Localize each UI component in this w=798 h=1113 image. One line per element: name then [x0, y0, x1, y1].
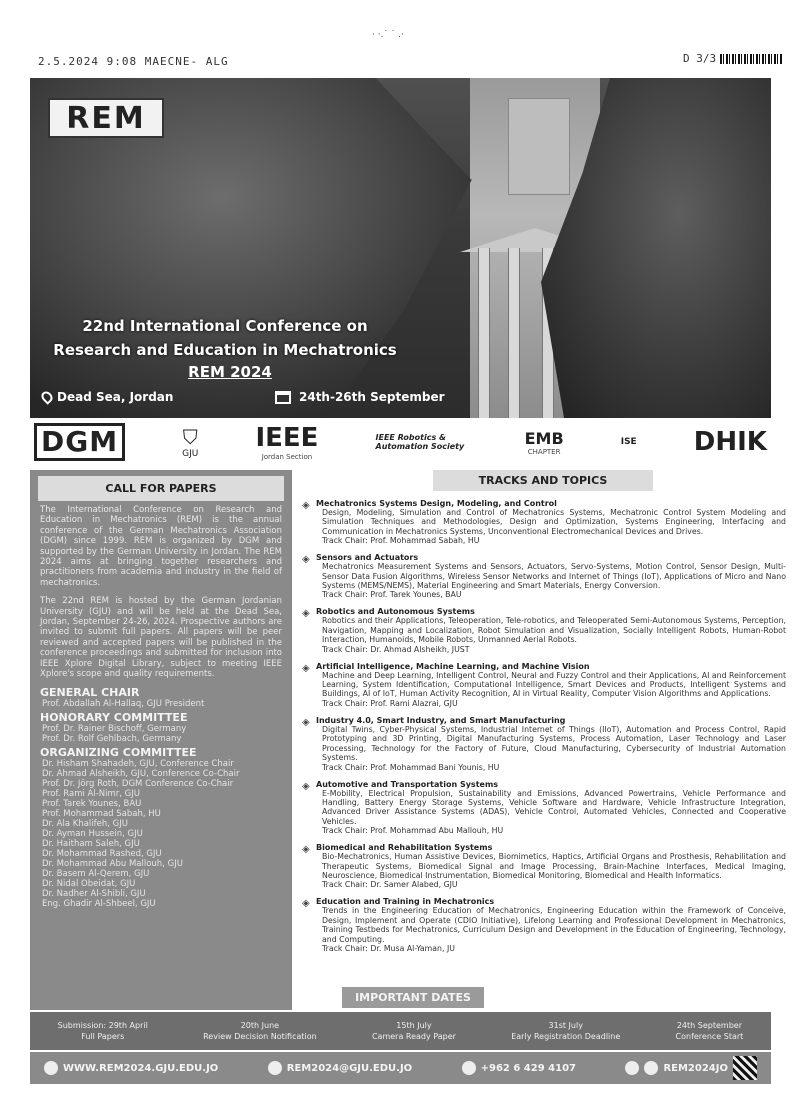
track-chair: Track Chair: Dr. Ahmad Alsheikh, JUST — [322, 644, 470, 654]
timeline-item: 24th September Conference Start — [675, 1021, 744, 1041]
track-item — [300, 662, 786, 708]
bullet-icon: ◈ — [302, 844, 310, 856]
organizing-member: Dr. Ayman Hussein, GJU — [42, 828, 143, 839]
track-chair: Track Chair: Dr. Samer Alabed, GJU — [322, 880, 458, 890]
track-item — [300, 553, 786, 599]
left-column — [30, 470, 292, 1010]
social-links[interactable]: REM2024JO — [625, 1056, 757, 1080]
important-dates-timeline — [30, 1012, 771, 1050]
track-title: Mechatronics Systems Design, Modeling, and Control — [316, 499, 557, 508]
track-chair: Track Chair: Prof. Mohammad Sabah, HU — [322, 536, 480, 546]
cfp-text-2: The 22nd REM is hosted by the German Jordanian University (GJU) and will be held at the Dead Sea, Jordan, September 24-26, 2024. Prospective authors are invited to submit full papers. All papers will be peer reviewed and accepted papers will be published in the conference proceedings and submitted for inclusion into IEEE Xplore Digital Library, subject to meeting IEEE Xplore's scope and quality requirements. — [40, 596, 282, 680]
track-description: Design, Modeling, Simulation and Control of Mechatronics Systems, Mechatronic Control System Modeling and Simulation Techniques and Methodologies, Design and Optimization, Systems Engineering, Interfacing and Communication in Mechatronics Systems, Unconventional Electromechanical Devices and Drives. — [322, 508, 786, 536]
emb-logo: EMB CHAPTER — [524, 428, 564, 456]
timeline-item: Submission: 29th April Full Papers — [57, 1021, 148, 1041]
ieee-logo: IEEE Jordan Section — [255, 423, 319, 461]
bullet-icon: ◈ — [302, 554, 310, 566]
track-description: E-Mobility, Electrical Propulsion, Sustainability and Emissions, Advanced Powertrains, Vehicle Performance and Handling, Battery Energy Storage Systems, Vehicle Software and Hardware, Vehicle Infrastructure Integration, Advanced Driver Assistance Systems (ADAS), Vehicle Control, Automated Vehicles, Connected and Cooperative Vehicles. — [322, 788, 786, 826]
organizing-member: Prof. Mohammad Sabah, HU — [42, 808, 161, 819]
track-description: Bio-Mechatronics, Human Assistive Devices, Biomimetics, Haptics, Artificial Organs and Prosthesis, Rehabilitation and Therapeutic Systems, Biomedical Signal and Image Processing, Brain-Machine Interfaces, Medical Imaging, Neuroscience, Biomedical Instrumentation, Biomedical Monitoring, Biomedical and Health Informatics. — [322, 852, 786, 880]
track-title: Artificial Intelligence, Machine Learning, and Machine Vision — [316, 661, 590, 671]
contact-footer — [30, 1052, 771, 1084]
organizing-member: Dr. Haitham Saleh, GJU — [42, 838, 140, 849]
conference-title — [30, 314, 420, 362]
organizing-member: Dr. Nadher Al-Shibli, GJU — [42, 888, 146, 899]
track-title: Biomedical and Rehabilitation Systems — [316, 843, 493, 853]
treasury-tholos — [508, 98, 570, 195]
social-icon — [625, 1061, 639, 1075]
phone-link[interactable]: +962 6 429 4107 — [462, 1061, 576, 1075]
bullet-icon: ◈ — [302, 608, 310, 620]
location-text: Dead Sea, Jordan — [57, 390, 174, 404]
organizing-member: Dr. Ala Khalifeh, GJU — [42, 818, 128, 829]
organizing-member: Dr. Ahmad Alsheikh, GJU, Conference Co-Chair — [42, 768, 240, 779]
organizing-member: Dr. Mohammad Abu Mallouh, GJU — [42, 858, 183, 869]
organizing-heading: ORGANIZING COMMITTEE — [40, 745, 197, 759]
honorary-member: Prof. Dr. Rolf Gehlbach, Germany — [42, 733, 182, 744]
fax-header: 2.5.2024 9:08 MAECNE- ALG — [38, 55, 229, 68]
timeline-item: 15th July Camera Ready Paper — [371, 1021, 456, 1041]
track-item — [300, 780, 786, 836]
conference-dates — [275, 390, 445, 404]
timeline-item: 20th June Review Decision Notification — [203, 1021, 317, 1041]
bullet-icon: ◈ — [302, 898, 310, 910]
location — [42, 390, 173, 404]
ras-logo: IEEE Robotics & Automation Society — [375, 433, 465, 451]
important-dates-heading: IMPORTANT DATES — [342, 987, 484, 1008]
scan-specks: · ·.˙ ˙ .· — [372, 30, 404, 40]
organizing-member: Eng. Ghadir Al-Shbeel, GJU — [42, 898, 156, 909]
organizing-member: Prof. Dr. Jörg Roth, DGM Conference Co-Chair — [42, 778, 234, 789]
ise-logo: ISE — [620, 437, 637, 447]
treasury-column — [508, 248, 520, 418]
linkedin-icon — [644, 1061, 658, 1075]
sponsor-logos — [30, 420, 771, 464]
track-description: Mechatronics Measurement Systems and Sensors, Actuators, Servo-Systems, Motion Control, Sensor Design, Multi-Sensor Data Fusion Algorithms, Wireless Sensor Networks and Internet of Things (IoT), Applications of Micro and Nano Systems (MEMS/NEMS), Material Engineering and Smart Materials, Energy Conversion. — [322, 562, 786, 591]
track-description: Robotics and their Applications, Teleoperation, Tele-robotics, and Teleoperated Semi-Autonomous Systems, Perception, Navigation, Mapping and Localization, Robot Simulation and Visualization, Socially Intelligent Robots, Human-Robot Interaction, Humanoids, Mobile Robots, Unmanned Aerial Robots. — [322, 616, 786, 645]
treasury-column — [478, 248, 490, 418]
globe-icon — [44, 1061, 58, 1075]
track-chair: Track Chair: Prof. Rami Alazrai, GJU — [322, 698, 458, 708]
track-title: Sensors and Actuators — [316, 553, 419, 563]
website-link[interactable]: WWW.REM2024.GJU.EDU.JO — [44, 1061, 218, 1075]
organizing-member: Dr. Mohammad Rashed, GJU — [42, 848, 162, 859]
conference-title-line2: Research and Education in Mechatronics — [53, 341, 397, 359]
rem-logo: REM — [48, 98, 164, 138]
track-item — [300, 897, 786, 953]
calendar-icon — [275, 391, 291, 404]
track-chair: Track Chair: Prof. Tarek Younes, BAU — [322, 590, 462, 600]
track-title: Automotive and Transportation Systems — [316, 779, 499, 789]
track-description: Machine and Deep Learning, Intelligent Control, Neural and Fuzzy Control and their Applications, AI and Reinforcement Learning, System Identification, Computational Intelligence, Smart Devices and Products, Intelligent Systems and Buildings, AI of IoT, Human Activity Recognition, AI in Virtual Reality, Computer Vision Algorithms and Applications. — [322, 670, 786, 699]
track-chair: Track Chair: Prof. Mohammad Bani Younis, HU — [322, 762, 500, 772]
map-pin-icon — [39, 389, 55, 405]
track-item — [300, 607, 786, 653]
email-link[interactable]: REM2024@GJU.EDU.JO — [268, 1061, 412, 1075]
organizing-member: Dr. Basem Al-Qerem, GJU — [42, 868, 150, 879]
fax-page-number: D 3/3 — [683, 52, 717, 65]
track-title: Education and Training in Mechatronics — [316, 897, 495, 907]
hero-banner — [30, 78, 771, 418]
dates-text: 24th-26th September — [299, 390, 445, 404]
bullet-icon: ◈ — [302, 500, 310, 511]
bullet-icon: ◈ — [302, 716, 310, 728]
cfp-heading: CALL FOR PAPERS — [38, 476, 284, 501]
barcode-icon — [720, 54, 782, 64]
organizing-member: Prof. Tarek Younes, BAU — [42, 798, 142, 809]
phone-icon — [462, 1061, 476, 1075]
bullet-icon: ◈ — [302, 780, 310, 792]
honorary-member: Prof. Dr. Rainer Bischoff, Germany — [42, 723, 187, 734]
track-item — [300, 716, 786, 772]
track-title: Robotics and Autonomous Systems — [316, 607, 475, 617]
tracks-heading: TRACKS AND TOPICS — [433, 470, 653, 491]
general-chair: Prof. Abdallah Al-Hallaq, GJU President — [42, 698, 205, 709]
conference-title-line1: 22nd International Conference on — [82, 317, 368, 335]
organizing-member: Prof. Rami Al-Nimr, GJU — [42, 788, 140, 799]
timeline-item: 31st July Early Registration Deadline — [511, 1021, 621, 1041]
bullet-icon: ◈ — [302, 662, 310, 674]
mail-icon — [268, 1061, 282, 1075]
track-chair: Track Chair: Prof. Mohammad Abu Mallouh, HU — [322, 826, 504, 836]
track-item — [300, 499, 786, 545]
qr-code-icon — [733, 1056, 757, 1080]
track-description: Digital Twins, Cyber-Physical Systems, Industrial Internet of Things (IIoT), Automation and Process Control, Rapid Prototyping and 3D Printing, Digital Manufacturing Systems, Process Automation, Laser Technology and Laser Processing, Technology for the Factory of Future, Cloud Manufacturing, Cybersecurity of Industrial Automation Systems. — [322, 724, 786, 763]
track-item — [300, 843, 786, 889]
organizing-member: Dr. Nidal Obeidat, GJU — [42, 878, 136, 889]
organizing-member: Dr. Hisham Shahadeh, GJU, Conference Chair — [42, 758, 234, 769]
fax-page-indicator — [683, 52, 782, 65]
honorary-heading: HONORARY COMMITTEE — [40, 710, 188, 724]
conference-acronym: REM 2024 — [188, 363, 272, 381]
cfp-text-1: The International Conference on Research and Education in Mechatronics (REM) is the annual conference of the German Mechatronics Association (DGM) since 1999. REM is organized by DGM and supported by the German University in Jordan. The REM 2024 aims at bringing together researchers and practitioners from academia and industry in the field of mechatronics. — [40, 505, 282, 588]
dhik-logo: DHIK — [693, 427, 767, 457]
track-title: Industry 4.0, Smart Industry, and Smart Manufacturing — [316, 715, 566, 725]
track-chair: Track Chair: Dr. Musa Al-Yaman, JU — [322, 943, 455, 953]
dgm-logo: DGM — [34, 423, 125, 461]
gju-logo: ⛉ GJU — [182, 425, 199, 459]
tracks-column — [300, 470, 786, 990]
general-chair-heading: GENERAL CHAIR — [40, 685, 140, 699]
track-description: Trends in the Engineering Education of Mechatronics, Engineering Education within the Framework of Conceive, Design, Implement and Operate (CDIO Initiative), Lifelong Learning and Professional Development in Mechatronics, Training Testbeds for Mechatronics, Curriculum Design and Development in the Education of Engineering, Technology, and Computing. — [322, 906, 786, 944]
